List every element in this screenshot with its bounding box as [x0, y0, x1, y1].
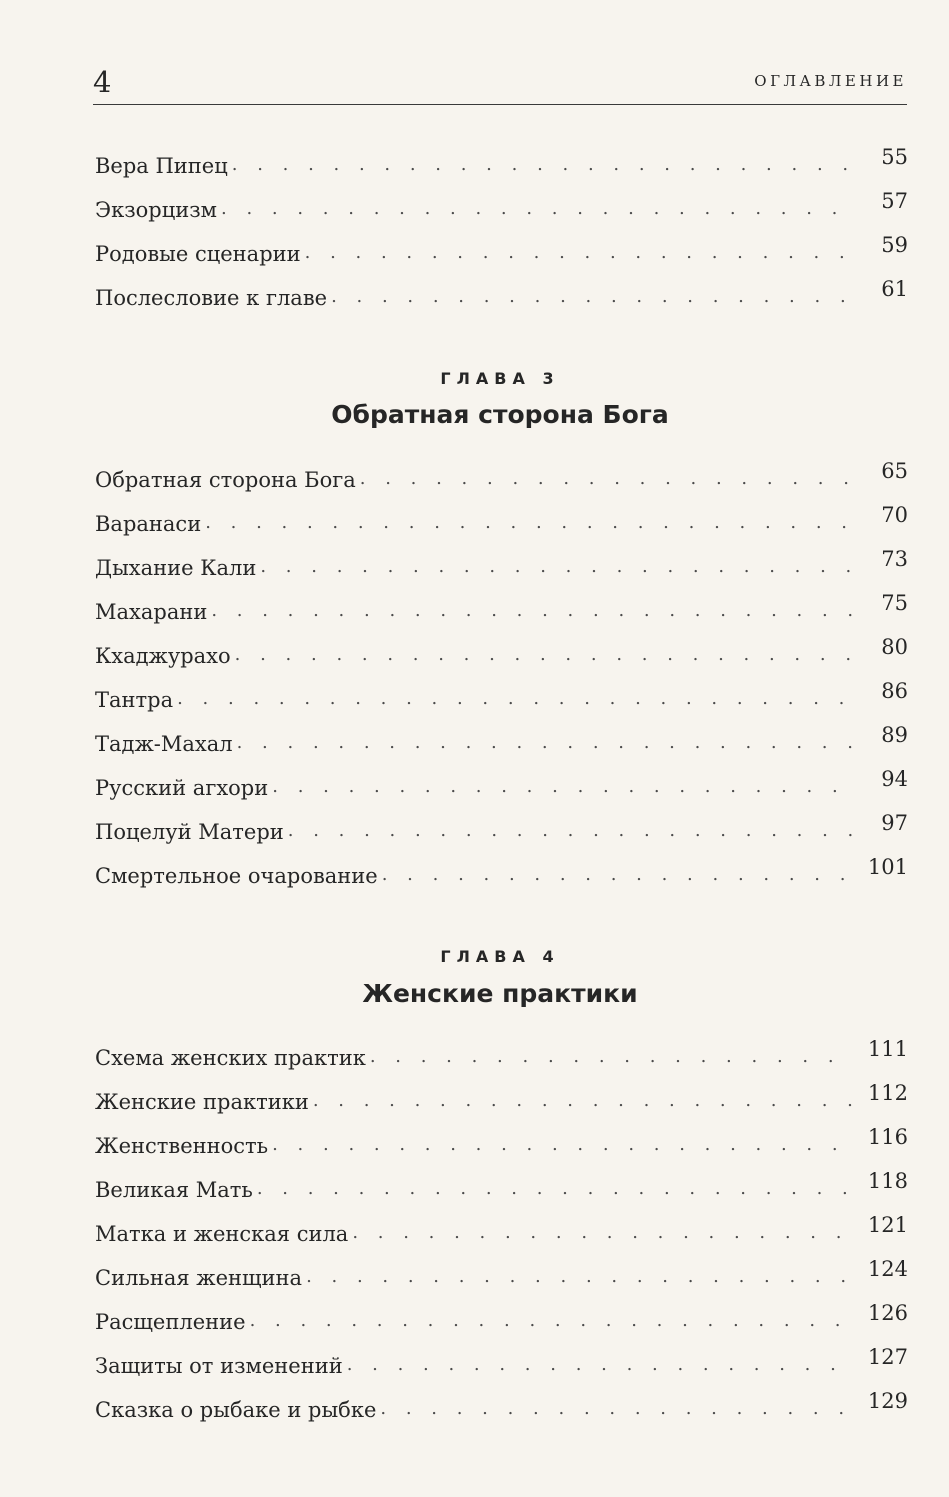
dot-leader — [272, 773, 852, 801]
toc-entry[interactable] — [95, 459, 908, 495]
page-ref: 111 — [867, 1037, 908, 1061]
entry-title: Тантра — [95, 688, 174, 712]
toc-entry[interactable] — [95, 233, 908, 269]
page-ref: 86 — [881, 679, 908, 703]
dot-leader — [205, 509, 852, 537]
toc-entry[interactable] — [95, 277, 908, 313]
page-ref: 59 — [881, 233, 908, 257]
entry-title: Расщепление — [95, 1310, 246, 1334]
page-ref: 97 — [881, 811, 908, 835]
entry-title: Кхаджурахо — [95, 644, 231, 668]
chapter-label: ГЛАВА 3 — [440, 369, 560, 388]
dot-leader — [305, 239, 852, 267]
page-header — [93, 62, 907, 110]
dot-leader — [235, 641, 852, 669]
dot-leader — [380, 1395, 852, 1423]
entry-title: Матка и женская сила — [95, 1222, 349, 1246]
entry-title: Великая Мать — [95, 1178, 253, 1202]
dot-leader — [237, 729, 852, 757]
entry-title: Тадж-Махал — [95, 732, 233, 756]
entry-title: Сказка о рыбаке и рыбке — [95, 1398, 377, 1422]
page-ref: 73 — [881, 547, 908, 571]
page-ref: 55 — [881, 145, 908, 169]
dot-leader — [211, 597, 852, 625]
toc-entry[interactable] — [95, 1081, 908, 1117]
entry-title: Поцелуй Матери — [95, 820, 284, 844]
dot-leader — [382, 861, 852, 889]
page-ref: 80 — [881, 635, 908, 659]
dot-leader — [288, 817, 852, 845]
chapter-title: Женские практики — [362, 979, 638, 1008]
entry-title: Вера Пипец — [95, 154, 228, 178]
dot-leader — [257, 1175, 852, 1203]
page-ref: 61 — [881, 277, 908, 301]
toc-entry[interactable] — [95, 679, 908, 715]
chapter-title: Обратная сторона Бога — [331, 400, 669, 429]
toc-entry[interactable] — [95, 1037, 908, 1073]
toc-entry[interactable] — [95, 1125, 908, 1161]
entry-title: Послесловие к главе — [95, 286, 328, 310]
page-ref: 89 — [881, 723, 908, 747]
dot-leader — [221, 195, 852, 223]
dot-leader — [370, 1043, 852, 1071]
dot-leader — [347, 1351, 852, 1379]
page-ref: 129 — [867, 1389, 908, 1413]
toc-entry[interactable] — [95, 1301, 908, 1337]
entry-title: Смертельное очарование — [95, 864, 378, 888]
toc-entry[interactable] — [95, 811, 908, 847]
entry-title: Женские практики — [95, 1090, 309, 1114]
page-ref: 124 — [867, 1257, 908, 1281]
page-ref: 94 — [881, 767, 908, 791]
header-rule — [93, 104, 907, 105]
dot-leader — [352, 1219, 852, 1247]
page-ref: 127 — [867, 1345, 908, 1369]
entry-title: Сильная женщина — [95, 1266, 303, 1290]
entry-title: Схема женских практик — [95, 1046, 366, 1070]
dot-leader — [331, 283, 852, 311]
toc-entry[interactable] — [95, 723, 908, 759]
toc-entry[interactable] — [95, 591, 908, 627]
toc-entry[interactable] — [95, 1345, 908, 1381]
toc-entry[interactable] — [95, 145, 908, 181]
toc-entry[interactable] — [95, 1257, 908, 1293]
page-ref: 101 — [867, 855, 908, 879]
page-ref: 121 — [867, 1213, 908, 1237]
toc-entry[interactable] — [95, 855, 908, 891]
toc-entry[interactable] — [95, 1169, 908, 1205]
entry-title: Махарани — [95, 600, 208, 624]
entry-title: Экзорцизм — [95, 198, 218, 222]
entry-title: Варанаси — [95, 512, 202, 536]
toc-entry[interactable] — [95, 767, 908, 803]
entry-title: Русский агхори — [95, 776, 269, 800]
dot-leader — [313, 1087, 852, 1115]
page-ref: 65 — [881, 459, 908, 483]
page-ref: 126 — [867, 1301, 908, 1325]
dot-leader — [272, 1131, 852, 1159]
page-number: 4 — [93, 65, 112, 99]
dot-leader — [250, 1307, 852, 1335]
toc-entry[interactable] — [95, 547, 908, 583]
entry-title: Защиты от изменений — [95, 1354, 343, 1378]
entry-title: Родовые сценарии — [95, 242, 301, 266]
dot-leader — [232, 151, 852, 179]
page-ref: 70 — [881, 503, 908, 527]
page-ref: 116 — [867, 1125, 908, 1149]
page-ref: 75 — [881, 591, 908, 615]
toc-entry[interactable] — [95, 1389, 908, 1425]
entry-title: Дыхание Кали — [95, 556, 257, 580]
toc-entry[interactable] — [95, 1213, 908, 1249]
dot-leader — [260, 553, 852, 581]
page-ref: 112 — [867, 1081, 908, 1105]
page-ref: 118 — [867, 1169, 908, 1193]
page-ref: 57 — [881, 189, 908, 213]
toc-entry[interactable] — [95, 189, 908, 225]
dot-leader — [360, 465, 852, 493]
dot-leader — [177, 685, 852, 713]
toc-entry[interactable] — [95, 503, 908, 539]
running-head: ОГЛАВЛЕНИЕ — [754, 72, 907, 90]
toc-entry[interactable] — [95, 635, 908, 671]
dot-leader — [306, 1263, 852, 1291]
entry-title: Обратная сторона Бога — [95, 468, 356, 492]
entry-title: Женственность — [95, 1134, 269, 1158]
chapter-label: ГЛАВА 4 — [440, 947, 560, 966]
